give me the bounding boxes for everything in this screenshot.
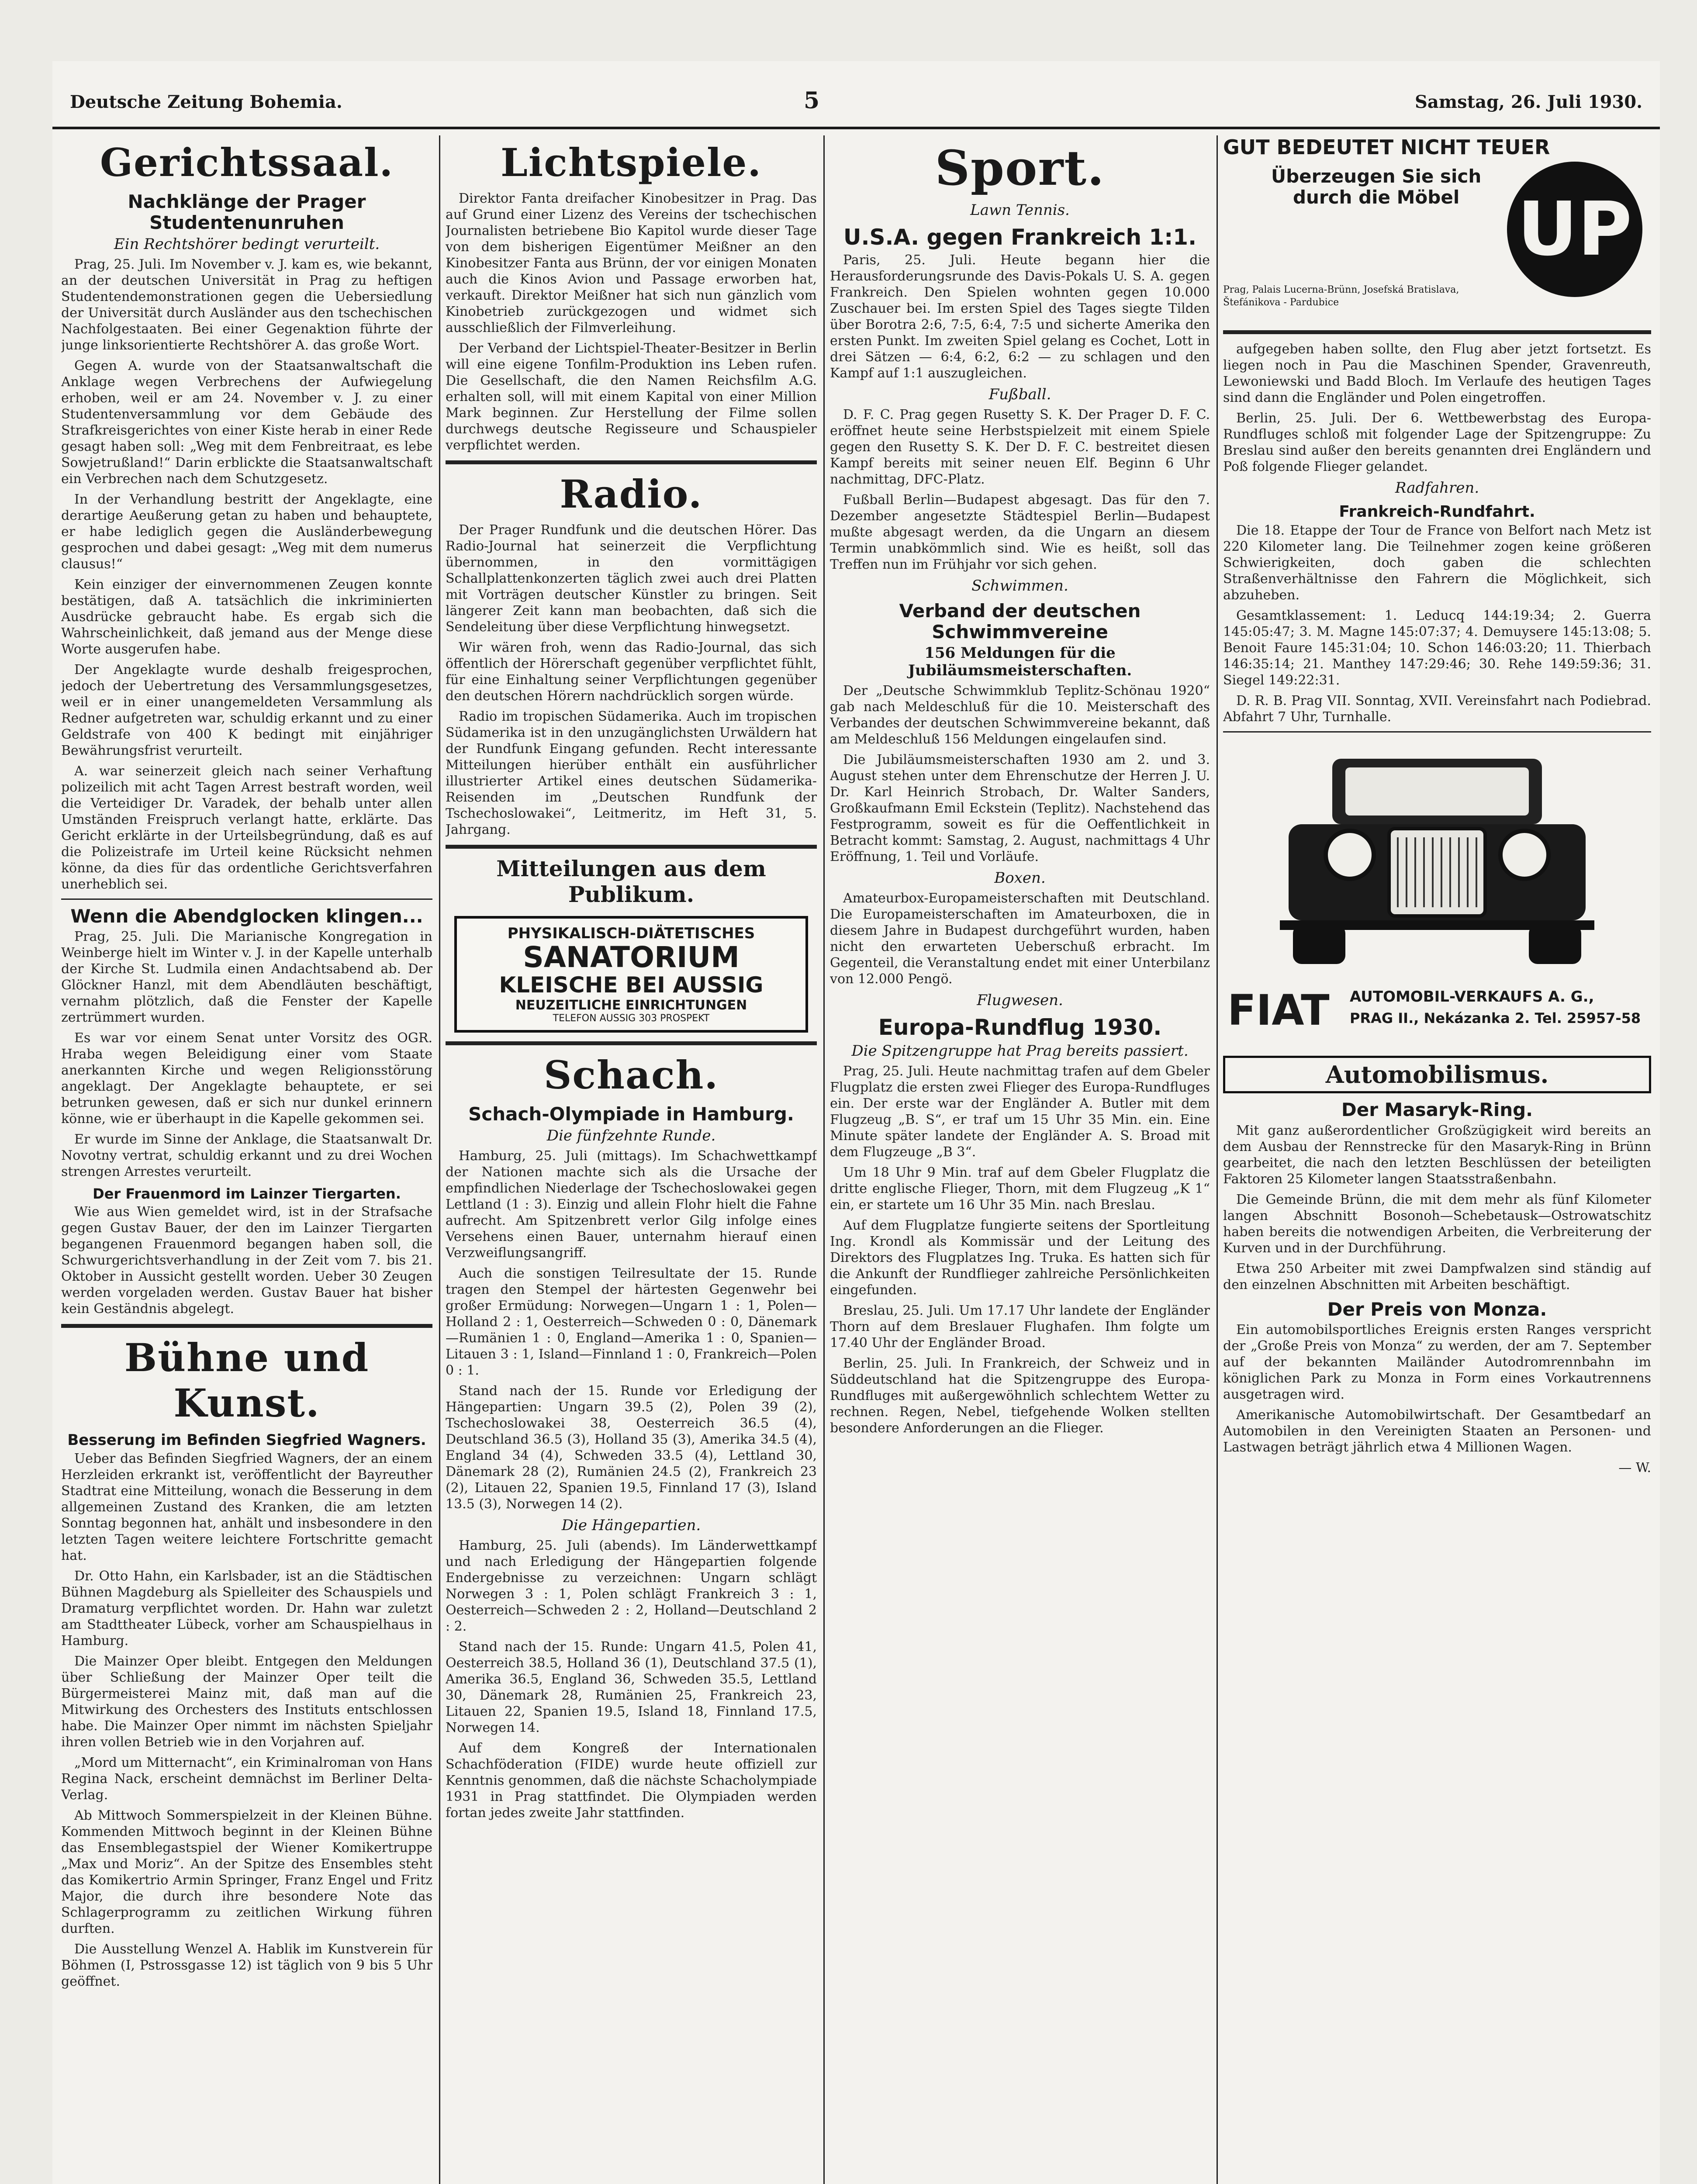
sport-subsection: Schwimmen. xyxy=(971,577,1068,594)
ad-addresses: Prag, Palais Lucerna-Brünn, Josefská Bratislava, Štefánikova - Pardubice xyxy=(1223,284,1459,308)
section-heading-cinema: Lichtspiele. xyxy=(500,140,762,185)
article-paragraph: Der Verband der Lichtspiel-Theater-Besitzer in Berlin will eine eigene Tonfilm-Produktion ins Leben rufen. Die Gesellschaft, die den Namen Reichsfilm A.G. erhalten soll, will mit einem Kapital von einer Million Mark beginnen. Zur Herstellung der Filme sollen durchwegs deutsche Regisseure und Schauspieler verpflichtet werden. xyxy=(446,341,817,453)
article-paragraph: Berlin, 25. Juli. Der 6. Wettbewerbstag des Europa-Rundfluges schloß mit folgender Lage der Spitzengruppe: Zu Breslau sind außer den bereits genannten drei Engländern und Poß folgende Flieger gelandet. xyxy=(1223,411,1651,474)
article-subtitle: Die Hängepartien. xyxy=(561,1516,701,1534)
article-paragraph: Er wurde im Sinne der Anklage, die Staatsanwalt Dr. Novotny vertrat, schuldig erkannt und zu drei Wochen strengen Arrestes verurteilt. xyxy=(61,1131,432,1179)
article-subtitle: Die fünfzehnte Runde. xyxy=(546,1127,716,1144)
section-heading-court: Gerichtssaal. xyxy=(100,140,394,185)
article-paragraph: A. war seinerzeit gleich nach seiner Verhaftung polizeilich mit acht Tagen Arrest bestraft worden, weil die Verteidiger Dr. Varadek, der behalb unter allen Umständen Freispruch verlangt hatte, erklärte. Das Gericht erklärte in der Urteilsbegründung, daß es auf die Polizeistrafe im Urteil keine Rücksicht nehmen könne, da dies für das ordentliche Gerichtsverfahren unerheblich sei. xyxy=(61,763,432,892)
sport-subsection: Radfahren. xyxy=(1395,479,1479,497)
article-paragraph: Auf dem Kongreß der Internationalen Schachföderation (FIDE) wurde heute offiziell zur Kenntnis genommen, daß die nächste Schacholympiade 1931 in Prag stattfindet. Die Olympiaden werden fortan jedes zweite Jahr stattfinden. xyxy=(446,1740,817,1821)
section-heading-radio: Radio. xyxy=(560,471,703,517)
column-1 xyxy=(61,135,432,2184)
article-paragraph: Die 18. Etappe der Tour de France von Belfort nach Metz ist 220 Kilometer lang. Die Teilnehmer zogen keine größeren Schwierigkeiten, doch gaben die schlechten Straßenverhältnisse den Fahrern die Möglichkeit, sich abzuheben. xyxy=(1223,523,1651,603)
article-paragraph: Amerikanische Automobilwirtschaft. Der Gesamtbedarf an Automobilen in den Vereinigten Staaten an Personen- und Lastwagen beträgt jährlich etwa 4 Millionen Wagen. xyxy=(1223,1407,1651,1455)
article-paragraph: Die Ausstellung Wenzel A. Hablik im Kunstverein für Böhmen (I, Pstrossgasse 12) ist täglich von 9 bis 5 Uhr geöffnet. xyxy=(61,1941,432,1989)
ad-line: SANATORIUM xyxy=(523,940,740,974)
issue-date: Samstag, 26. Juli 1930. xyxy=(1415,92,1642,112)
article-paragraph: Es war vor einem Senat unter Vorsitz des OGR. Hraba wegen Beleidigung einer vom Staate anerkannten Kirche und wegen Religionsstörung angeklagt. Der Angeklagte behauptete, er sei betrunken gewesen, daß er sich nur dunkel erinnern könne, wie er überhaupt in die Kapelle gekommen sei. xyxy=(61,1030,432,1127)
article-paragraph: „Mord um Mitternacht“, ein Kriminalroman von Hans Regina Nack, erscheint demnächst im Berliner Delta-Verlag. xyxy=(61,1755,432,1803)
section-heading-chess: Schach. xyxy=(543,1052,719,1098)
article-paragraph: Der Angeklagte wurde deshalb freigesprochen, jedoch der Uebertretung des Versammlungsgesetzes, weil er in einer unangemeldeten Versammlung als Redner aufgetreten war, schuldig erkannt und zu einer Geldstrafe von 400 K bedingt mit einjähriger Bewährungsfrist verurteilt. xyxy=(61,662,432,758)
ad-line: Überzeugen Sie sich xyxy=(1271,166,1482,187)
newspaper-page xyxy=(52,61,1660,2184)
article-paragraph: Auch die sonstigen Teilresultate der 15. Runde tragen den Stempel der härtesten Gegenwehr bei großer Ermüdung: Norwegen—Ungarn 1 : 1, Polen—Holland 2 : 1, Oesterreich—Schweden 0 : 0, Dänemark—Rumänien 1 : 0, England—Amerika 1 : 0, Spanien—Litauen 3 : 1, Island—Finnland 1 : 0, Frankreich—Polen 0 : 1. xyxy=(446,1265,817,1378)
article-subtitle: Die Spitzengruppe hat Prag bereits passiert. xyxy=(851,1042,1189,1060)
furniture-advertisement xyxy=(1223,135,1651,323)
ad-headline: GUT BEDEUTET NICHT TEUER xyxy=(1223,135,1550,159)
section-heading-motoring: Automobilismus. xyxy=(1223,1056,1651,1093)
article-subtitle: 156 Meldungen für die Jubiläumsmeisterschaften. xyxy=(908,644,1132,680)
newspaper-name: Deutsche Zeitung Bohemia. xyxy=(70,92,342,112)
article-paragraph: Ein automobilsportliches Ereignis ersten Ranges verspricht der „Große Preis von Monza“ zu werden, der am 7. September auf der bekannten Mailänder Autodromrennbahn im königlichen Park zu Monza in Form eines Vorkautrennens ausgetragen wird. xyxy=(1223,1322,1651,1402)
article-paragraph: Prag, 25. Juli. Im November v. J. kam es, wie bekannt, an der deutschen Universität in Prag zu heftigen Studentendemonstrationen gegen die Uebersiedlung der Universität durch Ausländer aus den tschechischen Nachfolgestaaten. Bei einer Gegenaktion führte der junge linksorientierte Rechtshörer A. das große Wort. xyxy=(61,256,432,353)
article-paragraph: Die Gemeinde Brünn, die mit dem mehr als fünf Kilometer langen Abschnitt Bosonoh—Schebetausk—Ostrowatschitz haben bereits die notwendigen Arbeiten, die Verbreiterung der Kurven und in der Durchführung. xyxy=(1223,1192,1651,1256)
article-paragraph: Auf dem Flugplatze fungierte seitens der Sportleitung Ing. Krondl als Kommissär und der Leitung des Direktors des Flugplatzes Ing. Truka. Es hatten sich für die Ankunft der Rundflieger zahlreiche Persönlichkeiten eingefunden. xyxy=(830,1217,1210,1298)
divider xyxy=(61,1324,432,1328)
article-title: Wenn die Abendglocken klingen... xyxy=(70,905,423,927)
column-4 xyxy=(1223,135,1651,2184)
ad-line: durch die Möbel xyxy=(1293,187,1460,208)
ad-line: AUTOMOBIL-VERKAUFS A. G., xyxy=(1350,988,1594,1006)
article-paragraph: Amateurbox-Europameisterschaften mit Deutschland. Die Europameisterschaften im Amateurboxen, die in diesem Jahre in Budapest durchgeführt wurden, haben nicht den erwarteten Ueberschuß erbracht. Im Gegenteil, die Veranstaltung endet mit einer Unterbilanz von 12.000 Pengö. xyxy=(830,891,1210,987)
sport-subsection: Boxen. xyxy=(994,869,1046,887)
divider xyxy=(446,845,817,849)
fiat-logo: FIAT xyxy=(1227,986,1330,1035)
divider xyxy=(1223,731,1651,733)
article-paragraph: Hamburg, 25. Juli (abends). Im Länderwettkampf und nach Erledigung der Hängepartien folgende Endergebnisse zu verzeichnen: Ungarn schlägt Norwegen 3 : 1, Polen schlägt Frankreich 3 : 1, Oesterreich—Schweden 2 : 2, Holland—Deutschland 2 : 2. xyxy=(446,1538,817,1634)
article-paragraph: Stand nach der 15. Runde vor Erledigung der Hängepartien: Ungarn 39.5 (2), Polen 39 (2), Tschechoslowakei 38, Oesterreich 36.5 (4), Deutschland 36.5 (3), Holland 35 (3), Amerika 34.5 (4), England 34 (4), Schweden 33.5 (4), Lettland 30, Dänemark 28 (2), Rumänien 24.5 (2), Frankreich 23 (2), Litauen 22, Spanien 19.5, Finnland 17 (3), Island 13.5 (3), Norwegen 14 (2). xyxy=(446,1383,817,1512)
article-paragraph: Prag, 25. Juli. Heute nachmittag trafen auf dem Gbeler Flugplatz die ersten zwei Flieger des Europa-Rundfluges ein. Der erste war der Engländer A. Butler mit dem Flugzeug „B. S“, er traf um 15 Uhr 35 Min. ein. Eine Minute später landete der Engländer A. S. Broad mit dem Flugzeuge „B 3“. xyxy=(830,1063,1210,1160)
article-title: Der Masaryk-Ring. xyxy=(1341,1099,1533,1121)
article-paragraph: Um 18 Uhr 9 Min. traf auf dem Gbeler Flugplatz die dritte englische Flieger, Thorn, mit dem Flugzeug „K 1“ ein, er startete um 16 Uhr 35 Min. nach Breslau. xyxy=(830,1165,1210,1213)
car-illustration xyxy=(1262,750,1612,968)
article-title: U.S.A. gegen Frankreich 1:1. xyxy=(843,225,1197,250)
article-paragraph: Gesamtklassement: 1. Leducq 144:19:34; 2. Guerra 145:05:47; 3. M. Magne 145:07:37; 4. Demuysere 145:13:08; 5. Benoit Faure 145:31:04; 10. Schon 146:03:20; 11. Thierbach 146:35:14; 21. Manthey 147:29:46; 30. Rehe 149:59:36; 31. Siegel 149:22:31. xyxy=(1223,608,1651,688)
article-paragraph: Hamburg, 25. Juli (mittags). Im Schachwettkampf der Nationen machte sich als die Ursache der empfindlichen Niederlage der Tschechoslowakei gegen Lettland (1 : 3). Einzig und allein Flohr hielt die Fahne aufrecht. Am Spitzenbrett verlor Gilg infolge eines Versehens einen Bauer, unternahm hierauf einen Verzweiflungsangriff. xyxy=(446,1148,817,1261)
ad-line: KLEISCHE BEI AUSSIG xyxy=(499,972,764,998)
sport-subsection: Flugwesen. xyxy=(977,992,1063,1009)
divider xyxy=(1223,330,1651,334)
column-rule xyxy=(439,135,440,2184)
article-paragraph: Die Jubiläumsmeisterschaften 1930 am 2. und 3. August stehen unter dem Ehrenschutze der Herren J. U. Dr. Karl Heinrich Strobach, Dr. Walter Sanders, Großkaufmann Emil Eckstein (Teplitz). Nachstehend das Festprogramm, soweit es für die Oeffentlichkeit in Betracht kommt: Samstag, 2. August, nachmittags 4 Uhr Eröffnung, 1. Teil und Vorläufe. xyxy=(830,752,1210,865)
article-paragraph: Dr. Otto Hahn, ein Karlsbader, ist an die Städtischen Bühnen Magdeburg als Spielleiter des Schauspiels und Dramaturg verpflichtet worden. Dr. Hahn war zuletzt am Stadttheater Lübeck, vorher am Schauspielhaus in Hamburg. xyxy=(61,1568,432,1648)
column-3 xyxy=(830,135,1210,2184)
article-paragraph: Stand nach der 15. Runde: Ungarn 41.5, Polen 41, Oesterreich 38.5, Holland 36 (1), Deutschland 37.5 (1), Amerika 36.5, England 36, Schweden 35.5, Lettland 30, Dänemark 28, Rumänien 25, Frankreich 23, Litauen 22, Spanien 19.5, Island 18, Finnland 17.5, Norwegen 14. xyxy=(446,1639,817,1735)
article-paragraph: Berlin, 25. Juli. In Frankreich, der Schweiz und in Süddeutschland hat die Spitzengruppe des Europa-Rundfluges mit außergewöhnlich schlechtem Wetter zu rechnen. Regen, Nebel, tiefgehende Wolken stellten besondere Anforderungen an die Flieger. xyxy=(830,1355,1210,1436)
section-heading-public: Mitteilungen aus dem Publikum. xyxy=(496,856,766,907)
article-paragraph: Ueber das Befinden Siegfried Wagners, der an einem Herzleiden erkrankt ist, veröffentlicht der Bayreuther Stadtrat eine Mitteilung, wonach die Besserung in dem allgemeinen Zustand des Kranken, die am letzten Sonntag begonnen hat, anhält und insbesondere in den letzten Tagen weitere leichtere Fortschritte gemacht hat. xyxy=(61,1451,432,1563)
ad-text xyxy=(1271,166,1481,208)
article-paragraph: Die Mainzer Oper bleibt. Entgegen den Meldungen über Schließung der Mainzer Oper teilt die Bürgermeisterei Mainz mit, daß man auf die Mitwirkung des Orchesters des Instituts entschlossen habe. Die Mainzer Oper nimmt im nächsten Spieljahr ihren vollen Betrieb wie in den Vorjahren auf. xyxy=(61,1653,432,1750)
article-paragraph: Fußball Berlin—Budapest abgesagt. Das für den 7. Dezember angesetzte Städtespiel Berlin—Budapest mußte abgesagt werden, da die Ungarn an diesem Termin unabkömmlich sind. Wie es heißt, soll das Treffen nun im Frühjahr vor sich gehen. xyxy=(830,492,1210,572)
ad-line: TELEFON AUSSIG 303 PROSPEKT xyxy=(553,1013,710,1024)
ad-line: NEUZEITLICHE EINRICHTUNGEN xyxy=(515,998,747,1013)
section-heading-theatre: Bühne und Kunst. xyxy=(124,1334,370,1426)
article-paragraph: Ab Mittwoch Sommerspielzeit in der Kleinen Bühne. Kommenden Mittwoch beginnt in der Kleinen Bühne das Ensemblegastspiel der Wiener Komikertruppe „Max und Moriz“. An der Spitze des Ensembles steht das Komikertrio Armin Springer, Franz Engel und Fritz Major, die durch ihre besondere Note das Schlagerprogramm zu zeitlichen Wirkung führen durften. xyxy=(61,1807,432,1936)
ad-line: PRAG II., Nekázanka 2. Tel. 25957-58 xyxy=(1350,1010,1641,1027)
page-number: 5 xyxy=(804,87,820,114)
article-title: Verband der deutschen Schwimmvereine xyxy=(899,600,1141,643)
article-paragraph: aufgegeben haben sollte, den Flug aber jetzt fortsetzt. Es liegen noch in Pau die Maschinen Spender, Gravenreuth, Lewoniewski und Badd Bloch. Im Verlaufe des heutigen Tages sind dann die Engländer und Polen eingetroffen. xyxy=(1223,342,1651,405)
article-paragraph: Wie aus Wien gemeldet wird, ist in der Strafsache gegen Gustav Bauer, der den im Lainzer Tiergarten begangenen Frauenmord begangen haben soll, die Schwurgerichtsverhandlung in der Zeit vom 7. bis 21. Oktober in Aussicht gestellt worden. Ueber 30 Zeugen werden vorgeladen werden. Gustav Bauer hat bisher kein Geständnis abgelegt. xyxy=(61,1204,432,1317)
up-logo: UP xyxy=(1507,162,1642,297)
sport-subsection: Fußball. xyxy=(988,385,1051,403)
fiat-advertisement xyxy=(1223,741,1651,1047)
article-paragraph: Wir wären froh, wenn das Radio-Journal, das sich öffentlich der Hörerschaft gegenüber verpflichtet fühlt, für eine Einhaltung seiner Verpflichtungen gegenüber den deutschen Hörern nachdrücklich sorgen würde. xyxy=(446,640,817,704)
article-paragraph: Prag, 25. Juli. Die Marianische Kongregation in Weinberge hielt im Winter v. J. in der Kapelle unterhalb der Kirche St. Ludmila einen Andachtsabend ab. Der Glöckner Hanzl, mit dem Abendläuten beschäftigt, vernahm plötzlich, daß die Fenster der Kapelle zertrümmert wurden. xyxy=(61,929,432,1025)
ad-line: PHYSIKALISCH-DIÄTETISCHES xyxy=(507,925,755,942)
sport-subsection: Lawn Tennis. xyxy=(970,201,1070,219)
article-paragraph: Gegen A. wurde von der Staatsanwaltschaft die Anklage wegen Verbrechens der Aufwiegelung erhoben, weil er am 24. November v. J. zu einer Studentenversammlung vor dem Gebäude des Strafkreisgerichtes von einer Kiste herab in einer Rede gesagt haben soll: „Weg mit dem Fenbreitraat, es lebe Sowjetrußland!“ Darin erblickte die Staatsanwaltschaft ein Verbrechen nach dem Schutzgesetz. xyxy=(61,358,432,487)
section-heading-sport: Sport. xyxy=(935,140,1105,196)
divider xyxy=(61,898,432,900)
divider xyxy=(446,1041,817,1045)
article-title: Europa-Rundflug 1930. xyxy=(878,1015,1162,1040)
article-paragraph: D. F. C. Prag gegen Rusetty S. K. Der Prager D. F. C. eröffnet heute seine Herbstspielzeit mit einem Spiele gegen den Rusetty S. K. Der D. F. C. bestreitet diesen Kampf bereits mit seiner neuen Elf. Beginn 6 Uhr nachmittag, DFC-Platz. xyxy=(830,407,1210,487)
author-signature: — W. xyxy=(1618,1460,1651,1476)
column-rule xyxy=(1217,135,1218,2184)
article-paragraph: Etwa 250 Arbeiter mit zwei Dampfwalzen sind ständig auf den einzelnen Abschnitten mit Arbeiten beschäftigt. xyxy=(1223,1261,1651,1292)
article-subtitle: Ein Rechtshörer bedingt verurteilt. xyxy=(114,235,380,253)
article-paragraph: Radio im tropischen Südamerika. Auch im tropischen Südamerika ist in den unzugänglichsten Urwäldern hat der Rundfunk Eingang gefunden. Recht interessante Mitteilungen hierüber enthält ein ausführlicher illustrierter Artikel eines deutschen Südamerika-Reisenden im „Deutschen Rundfunk der Tschechoslowakei“, Leitmeritz, im Heft 31, 5. Jahrgang. xyxy=(446,709,817,837)
article-title: Nachklänge der Prager Studentenunruhen xyxy=(128,191,366,234)
article-paragraph: Der „Deutsche Schwimmklub Teplitz-Schönau 1920“ gab nach Meldeschluß für die 10. Meisterschaft des Verbandes der deutschen Schwimmvereine bekannt, daß am Meldeschluß 156 Meldungen eingelaufen sind. xyxy=(830,683,1210,747)
column-2 xyxy=(446,135,817,2184)
article-paragraph: D. R. B. Prag VII. Sonntag, XVII. Vereinsfahrt nach Podiebrad. Abfahrt 7 Uhr, Turnhalle. xyxy=(1223,693,1651,725)
article-paragraph: In der Verhandlung bestritt der Angeklagte, eine derartige Aeußerung getan zu haben und behauptete, er habe lediglich gegen die Ausländerbewegung gesprochen und dabei gesagt: „Weg mit dem numerus clausus!“ xyxy=(61,491,432,572)
divider xyxy=(446,460,817,464)
article-title: Der Frauenmord im Lainzer Tiergarten. xyxy=(93,1185,401,1202)
article-title: Der Preis von Monza. xyxy=(1327,1298,1547,1320)
article-paragraph: Kein einziger der einvernommenen Zeugen konnte bestätigen, daß A. tatsächlich die inkriminierten Ausdrücke gebraucht habe. Es ergab sich die Wahrscheinlichkeit, daß jemand aus der Menge diese Worte ausgerufen habe. xyxy=(61,577,432,657)
article-paragraph: Mit ganz außerordentlicher Großzügigkeit wird bereits an dem Ausbau der Rennstrecke für den Masaryk-Ring in Brünn gearbeitet, die nach den letzten Beschlüssen der beteiligten Faktoren 25 Kilometer langen Staatsstraßenbahn. xyxy=(1223,1123,1651,1187)
article-paragraph: Der Prager Rundfunk und die deutschen Hörer. Das Radio-Journal hat seinerzeit die Verpflichtung übernommen, in den vormittägigen Schallplattenkonzerten täglich zwei auch drei Platten mit Vorträgen deutscher Künstler zu bringen. Seit längerer Zeit kann man beobachten, daß sich die Sendeleitung über diese Verpflichtung hinwegsetzt. xyxy=(446,522,817,635)
article-title: Schach-Olympiade in Hamburg. xyxy=(468,1103,794,1125)
article-paragraph: Breslau, 25. Juli. Um 17.17 Uhr landete der Engländer Thorn auf dem Breslauer Flughafen. Ihm folgte um 17.40 Uhr der Engländer Broad. xyxy=(830,1303,1210,1351)
column-rule xyxy=(823,135,825,2184)
article-paragraph: Paris, 25. Juli. Heute begann hier die Herausforderungsrunde des Davis-Pokals U. S. A. gegen Frankreich. Den Spielen wohnten gegen 10.000 Zuschauer bei. Im ersten Spiel des Tages siegte Tilden über Borotra 2:6, 7:5, 6:4, 7:5 und sicherte Amerika den ersten Punkt. Im zweiten Spiel gelang es Cochet, Lott in drei Sätzen — 6:4, 6:2, 6:2 — zu schlagen und den Kampf auf 1:1 auszugleichen. xyxy=(830,252,1210,381)
article-title: Frankreich-Rundfahrt. xyxy=(1339,503,1535,521)
article-title: Besserung im Befinden Siegfried Wagners. xyxy=(67,1431,426,1449)
sanatorium-advertisement xyxy=(454,916,808,1033)
article-paragraph: Direktor Fanta dreifacher Kinobesitzer in Prag. Das auf Grund einer Lizenz des Vereins der tschechischen Journalisten betriebene Bio Kapitol wurde dieser Tage von dem bisherigen Eigentümer Meißner an den Kinobesitzer Fanta aus Brünn, der vor einigen Monaten auch die Kinos Avion und Passage erworben hat, verkauft. Direktor Meißner hat sich nun gänzlich vom Kinobetrieb zurückgezogen und widmet sich ausschließlich der Filmverleihung. xyxy=(446,191,817,335)
page-header xyxy=(52,87,1660,129)
